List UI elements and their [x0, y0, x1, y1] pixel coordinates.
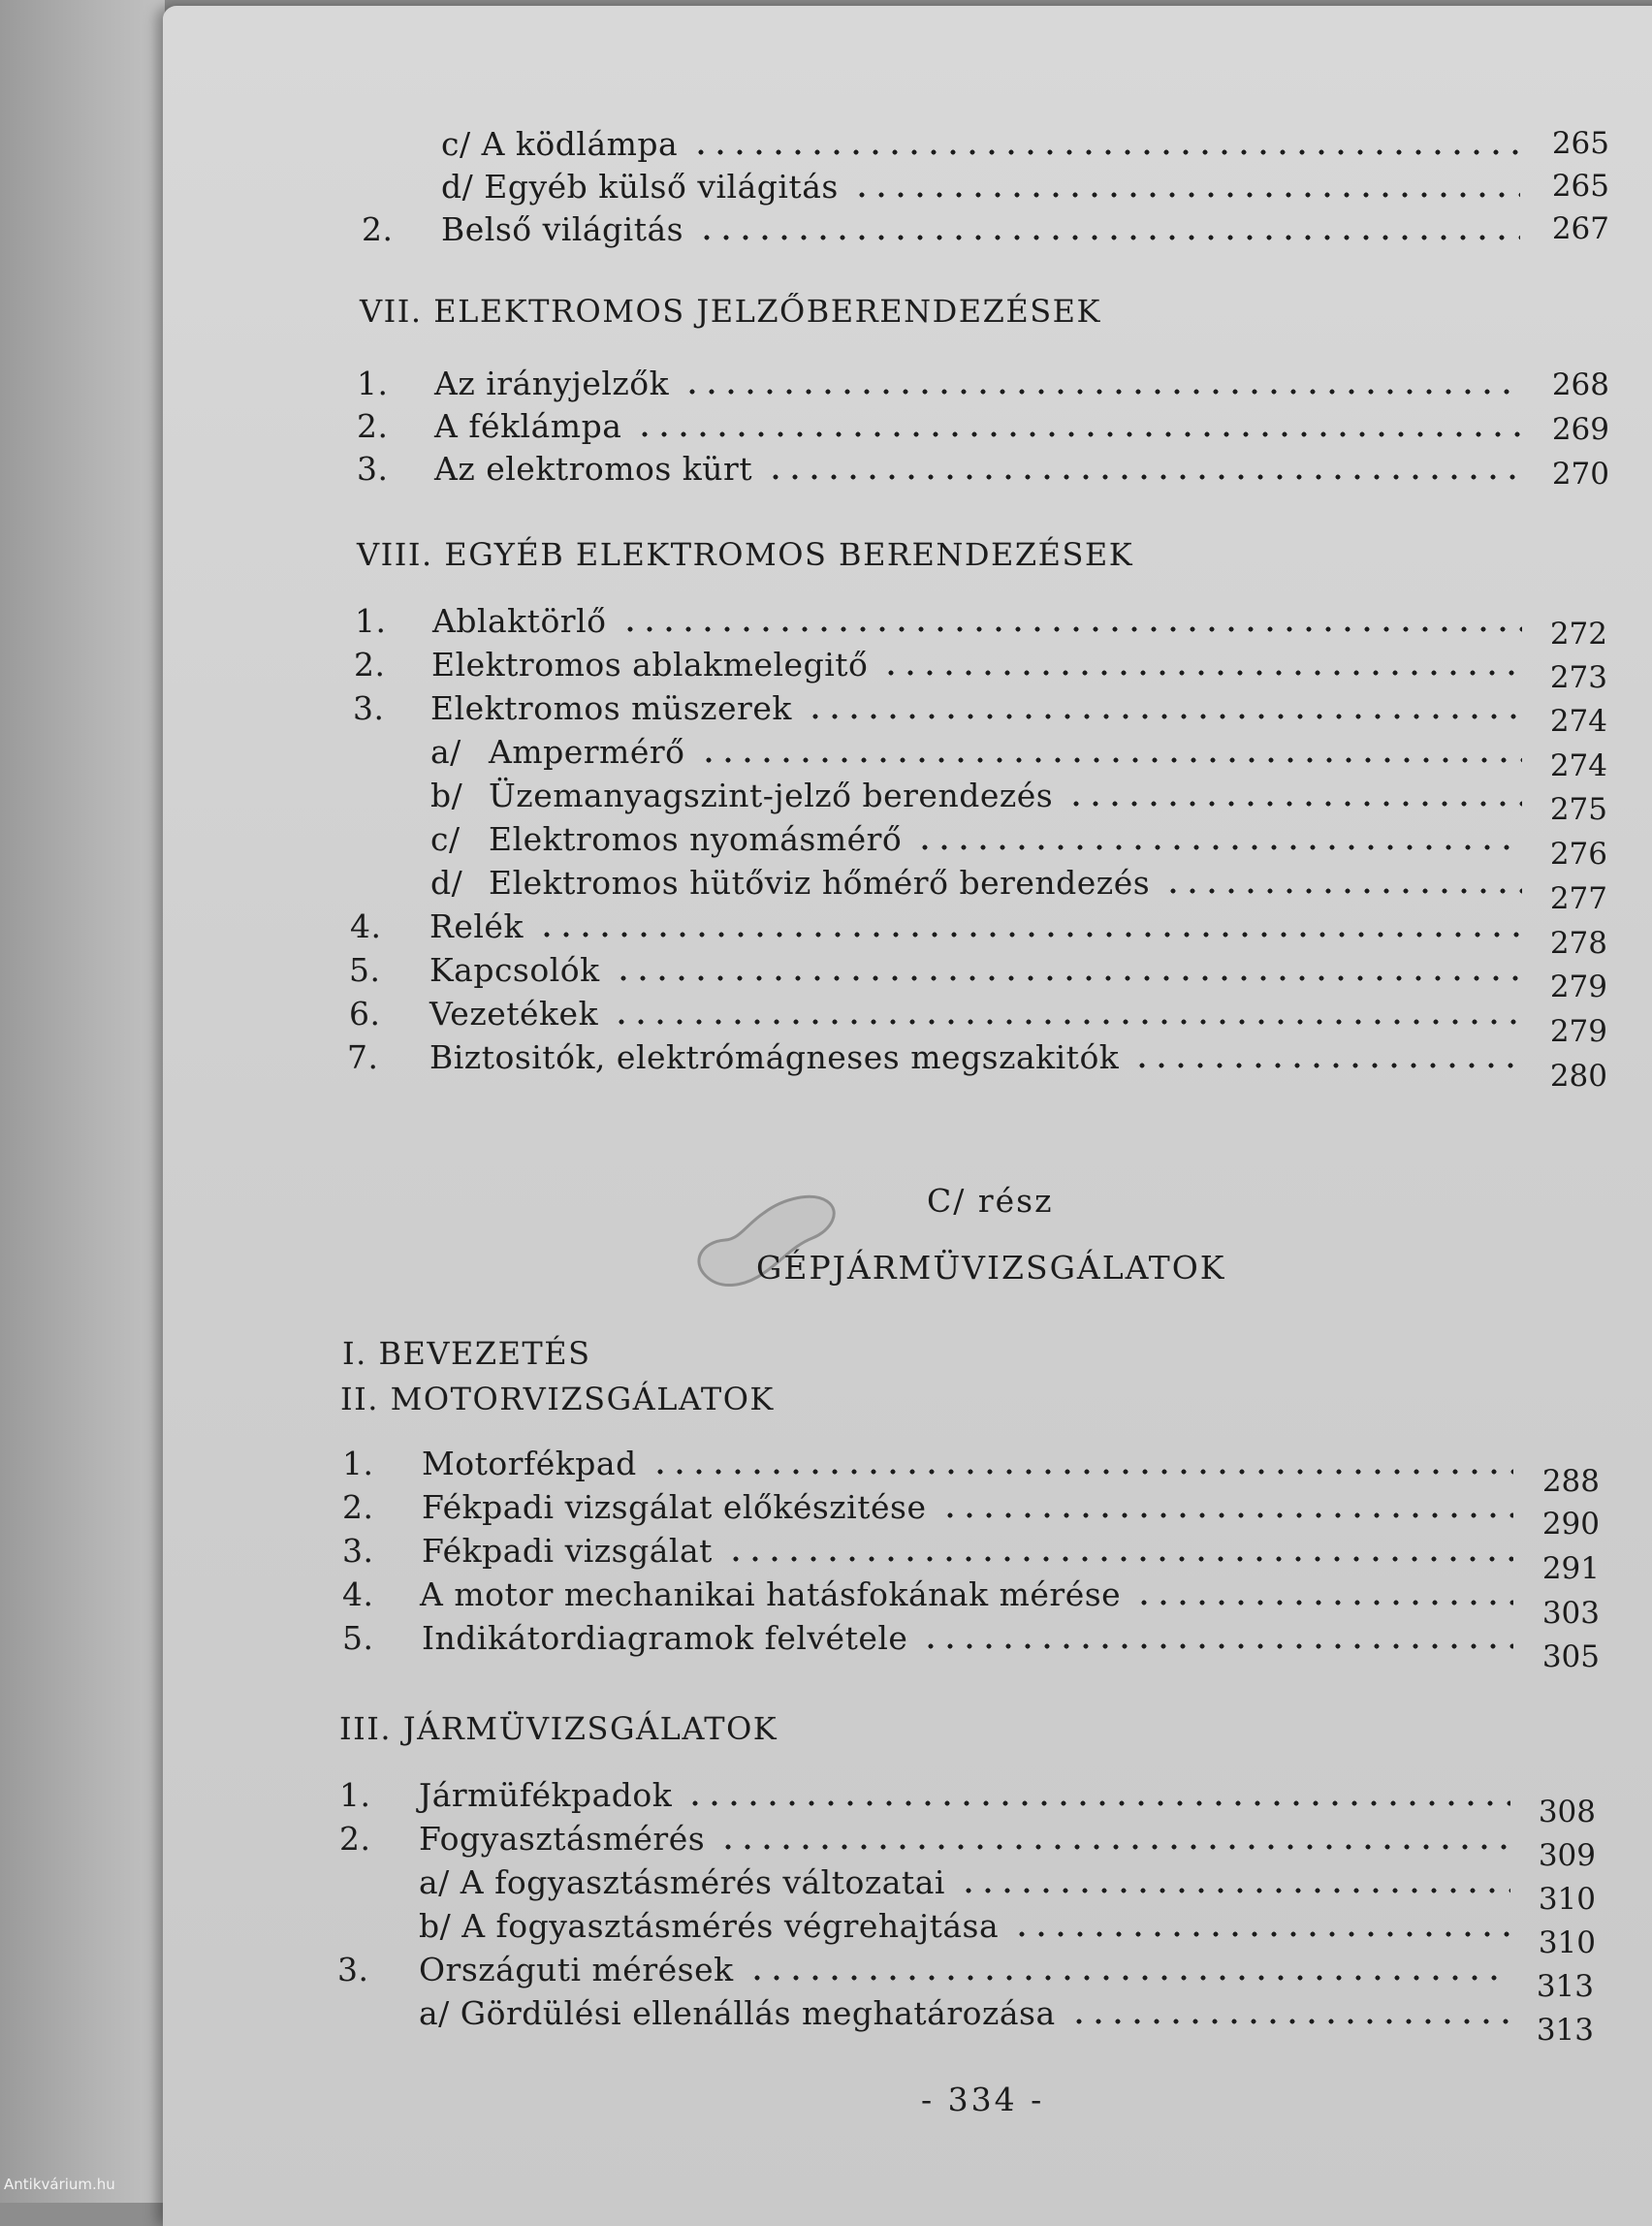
- dot-leader: [620, 626, 1522, 632]
- toc-entry: [339, 1820, 1524, 1858]
- dot-leader: [806, 714, 1522, 719]
- entry-letter: a/: [430, 733, 461, 771]
- dot-leader: [726, 1556, 1513, 1562]
- dot-leader: [699, 757, 1522, 763]
- entry-label: d/ Egyéb külső világitás: [441, 168, 839, 206]
- toc-entry: [355, 602, 1536, 640]
- entry-label: Elektromos müszerek: [430, 689, 792, 727]
- entry-number: 6.: [349, 995, 381, 1033]
- dot-leader: [921, 1643, 1513, 1649]
- part-title: C/ rész: [927, 1182, 1054, 1220]
- entry-label: Biztositók, elektrómágneses megszakitók: [429, 1038, 1120, 1076]
- dot-leader: [1163, 888, 1522, 894]
- entry-page: 275: [1549, 792, 1607, 827]
- dot-leader: [766, 474, 1522, 480]
- entry-label: Relék: [429, 907, 524, 945]
- entry-number: 3.: [337, 1951, 369, 1988]
- toc-subentry: [419, 1907, 1524, 1945]
- entry-page: 288: [1541, 1464, 1600, 1499]
- entry-page: 291: [1541, 1551, 1600, 1586]
- toc-entry: [342, 1445, 1527, 1482]
- dot-leader: [915, 844, 1522, 850]
- part-subtitle: GÉPJÁRMÜVIZSGÁLATOK: [756, 1249, 1226, 1287]
- dot-leader: [1012, 1931, 1510, 1937]
- dot-leader: [635, 431, 1522, 437]
- dot-leader: [537, 932, 1522, 938]
- dot-leader: [718, 1844, 1510, 1850]
- entry-number: 3.: [357, 450, 389, 488]
- section-heading: II. MOTORVIZSGÁLATOK: [340, 1381, 775, 1417]
- background-surface: [0, 0, 165, 2203]
- dot-leader: [747, 1975, 1510, 1981]
- dot-leader: [691, 149, 1520, 155]
- entry-number: 7.: [347, 1038, 379, 1076]
- entry-letter: d/: [430, 864, 463, 902]
- toc-entry: [347, 1038, 1536, 1076]
- dot-leader: [881, 670, 1522, 676]
- toc-subentry: [419, 1863, 1524, 1901]
- book-page: [163, 6, 1652, 2226]
- entry-page: 303: [1541, 1596, 1600, 1631]
- dot-leader: [614, 975, 1522, 981]
- toc-subentry: [430, 777, 1536, 814]
- entry-number: 4.: [350, 907, 382, 945]
- entry-page: 313: [1536, 1969, 1594, 2004]
- dot-leader: [1069, 2019, 1510, 2024]
- entry-page: 267: [1551, 211, 1609, 246]
- toc-entry: [362, 210, 1534, 248]
- toc-entry: [357, 407, 1536, 445]
- entry-page: 310: [1538, 1882, 1596, 1917]
- entry-label: Motorfékpad: [422, 1445, 637, 1482]
- entry-label: Elektromos ablakmelegitő: [431, 646, 869, 684]
- dot-leader: [685, 1800, 1510, 1806]
- entry-number: 2.: [339, 1820, 371, 1858]
- entry-page: 273: [1549, 660, 1607, 695]
- entry-label: Fékpadi vizsgálat: [422, 1532, 713, 1570]
- entry-number: 5.: [349, 951, 381, 989]
- entry-label: Belső világitás: [441, 210, 684, 248]
- dot-leader: [959, 1888, 1510, 1893]
- entry-letter: c/: [430, 820, 461, 858]
- entry-page: 290: [1541, 1507, 1600, 1542]
- section-heading: I. BEVEZETÉS: [342, 1335, 591, 1372]
- toc-subentry: [419, 1994, 1524, 2032]
- entry-label: Elektromos hütőviz hőmérő berendezés: [489, 864, 1151, 902]
- entry-label: Ablaktörlő: [432, 602, 607, 640]
- entry-number: 2.: [357, 407, 389, 445]
- dot-leader: [1132, 1063, 1522, 1068]
- entry-label: Jármüfékpadok: [419, 1776, 673, 1814]
- entry-number: 1.: [357, 365, 389, 402]
- entry-page: 274: [1549, 704, 1607, 739]
- entry-label: Az elektromos kürt: [434, 450, 753, 488]
- entry-label: Vezetékek: [429, 995, 599, 1033]
- dot-leader: [697, 235, 1520, 240]
- section-heading: VIII. EGYÉB ELEKTROMOS BERENDEZÉSEK: [357, 536, 1134, 573]
- toc-subentry: [430, 733, 1536, 771]
- entry-page: 305: [1541, 1639, 1600, 1674]
- dot-leader: [683, 389, 1522, 395]
- toc-entry: [354, 646, 1536, 684]
- toc-entry: [441, 125, 1534, 163]
- entry-page: 269: [1551, 412, 1609, 447]
- entry-number: 2.: [354, 646, 386, 684]
- toc-entry: [342, 1532, 1527, 1570]
- page-number: - 334 -: [921, 2081, 1045, 2118]
- entry-page: 272: [1549, 617, 1607, 652]
- entry-label: c/ A ködlámpa: [441, 125, 679, 163]
- entry-label: a/ Gördülési ellenállás meghatározása: [419, 1994, 1056, 2032]
- toc-entry: [342, 1575, 1527, 1613]
- entry-number: 4.: [342, 1575, 374, 1613]
- dot-leader: [852, 192, 1520, 198]
- entry-number: 1.: [342, 1445, 374, 1482]
- toc-entry: [342, 1619, 1527, 1657]
- toc-entry: [342, 1488, 1527, 1526]
- entry-page: 268: [1551, 367, 1609, 402]
- entry-page: 310: [1538, 1925, 1596, 1960]
- entry-label: A motor mechanikai hatásfokának mérése: [420, 1575, 1122, 1613]
- entry-page: 277: [1549, 881, 1607, 916]
- entry-letter: b/: [430, 777, 463, 814]
- dot-leader: [1134, 1600, 1513, 1606]
- toc-subentry: [430, 864, 1536, 902]
- entry-label: Fogyasztásmérés: [419, 1820, 706, 1858]
- entry-page: 309: [1538, 1838, 1596, 1873]
- entry-label: Kapcsolók: [429, 951, 600, 989]
- entry-number: 5.: [342, 1619, 374, 1657]
- toc-subentry: [430, 820, 1536, 858]
- section-heading: III. JÁRMÜVIZSGÁLATOK: [339, 1710, 778, 1747]
- entry-number: 3.: [353, 689, 385, 727]
- toc-entry: [350, 907, 1536, 945]
- entry-label: a/ A fogyasztásmérés változatai: [419, 1863, 945, 1901]
- toc-entry: [339, 1776, 1524, 1814]
- dot-leader: [612, 1019, 1522, 1025]
- entry-label: Az irányjelzők: [434, 365, 670, 402]
- toc-entry: [357, 450, 1536, 488]
- entry-number: 1.: [339, 1776, 371, 1814]
- toc-entry: [349, 951, 1536, 989]
- entry-page: 270: [1551, 457, 1609, 492]
- entry-page: 313: [1536, 2013, 1594, 2048]
- entry-page: 265: [1551, 169, 1609, 204]
- dot-leader: [651, 1469, 1513, 1475]
- dot-leader: [1066, 801, 1522, 807]
- entry-page: 279: [1549, 1014, 1607, 1049]
- entry-page: 274: [1549, 748, 1607, 783]
- entry-number: 2.: [342, 1488, 374, 1526]
- entry-page: 276: [1549, 837, 1607, 872]
- entry-label: Fékpadi vizsgálat előkészitése: [422, 1488, 927, 1526]
- section-heading: VII. ELEKTROMOS JELZŐBERENDEZÉSEK: [360, 293, 1101, 330]
- toc-entry: [337, 1951, 1524, 1988]
- toc-entry: [353, 689, 1536, 727]
- entry-label: Elektromos nyomásmérő: [489, 820, 903, 858]
- entry-number: 2.: [362, 210, 394, 248]
- toc-entry: [349, 995, 1536, 1033]
- watermark-text: Antikvárium.hu: [4, 2176, 115, 2193]
- entry-page: 279: [1549, 970, 1607, 1004]
- entry-page: 278: [1549, 926, 1607, 961]
- entry-label: A féklámpa: [434, 407, 622, 445]
- toc-entry: [441, 168, 1534, 206]
- entry-label: Ampermérő: [489, 733, 685, 771]
- entry-page: 308: [1538, 1795, 1596, 1829]
- entry-number: 1.: [355, 602, 387, 640]
- entry-label: Indikátordiagramok felvétele: [422, 1619, 908, 1657]
- entry-label: b/ A fogyasztásmérés végrehajtása: [419, 1907, 1000, 1945]
- entry-label: Üzemanyagszint-jelző berendezés: [489, 777, 1054, 814]
- toc-entry: [357, 365, 1536, 402]
- entry-number: 3.: [342, 1532, 374, 1570]
- entry-label: Országuti mérések: [419, 1951, 734, 1988]
- entry-page: 265: [1551, 126, 1609, 161]
- dot-leader: [940, 1512, 1514, 1518]
- entry-page: 280: [1549, 1059, 1607, 1094]
